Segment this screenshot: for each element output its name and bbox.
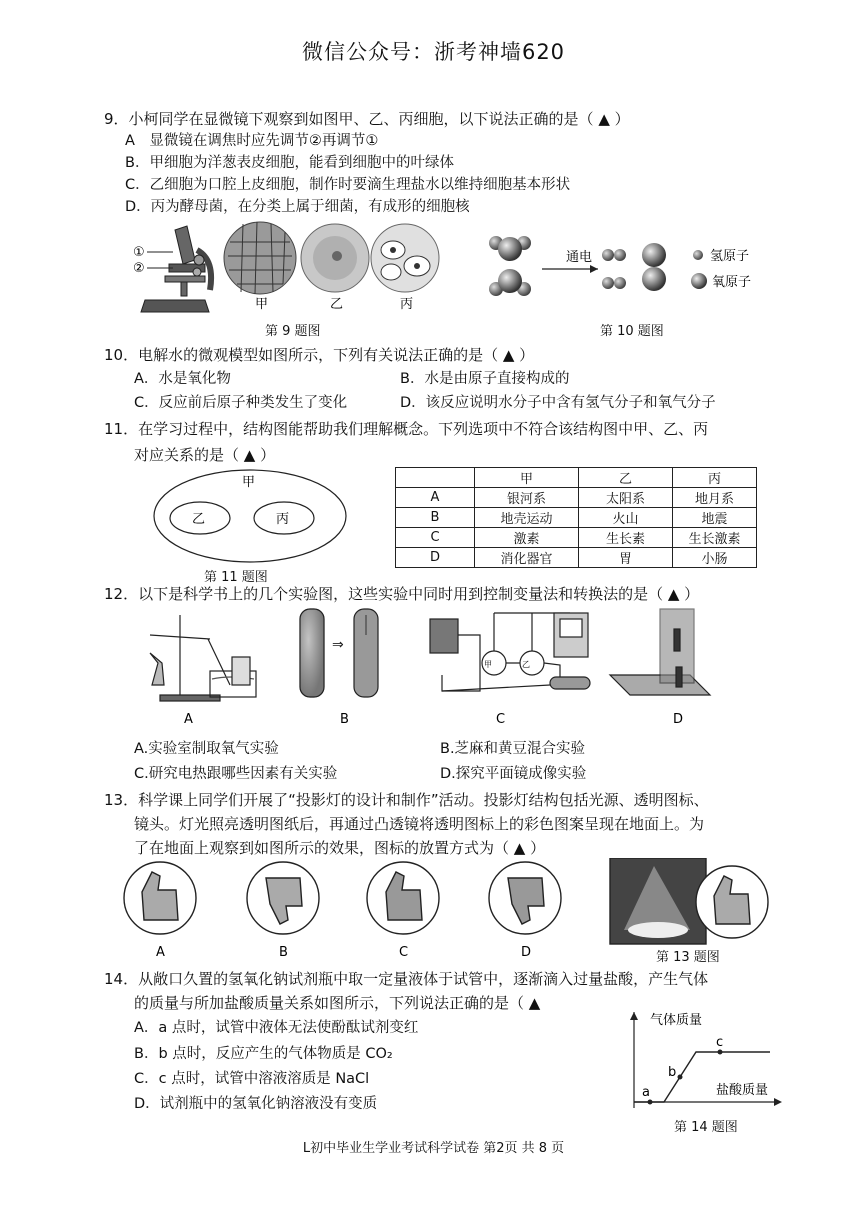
table-cell: C <box>396 528 475 548</box>
q12-option-c: C.研究电热跟哪些因素有关实验 <box>134 766 338 782</box>
diagram-label-bing: 丙 <box>276 512 290 527</box>
table-cell: 地月系 <box>673 488 757 508</box>
table-row <box>396 528 757 548</box>
legend-hydrogen: 氢原子 <box>710 249 750 264</box>
table-header-cell: 乙 <box>579 468 673 488</box>
water-molecule <box>489 236 531 261</box>
cheek-cell-image <box>301 224 369 292</box>
fig12-label-c: C <box>496 712 506 727</box>
q10-option-d: D．该反应说明水分子中含有氢气分子和氧气分子 <box>400 395 716 411</box>
table-cell: 激素 <box>475 528 579 548</box>
thumb-icon <box>367 862 439 934</box>
q11-diagram <box>150 466 350 566</box>
q9-option-d: D．丙为酵母菌，在分类上属于细菌，有成形的细胞核 <box>125 199 470 215</box>
cell-label-jia: 甲 <box>255 297 269 312</box>
q11-stem-line2: 对应关系的是（ ▲ ） <box>134 446 276 464</box>
table-cell: 地震 <box>673 508 757 528</box>
legend-hydrogen-icon <box>693 250 703 260</box>
thumb-icon <box>489 862 561 934</box>
q12-option-d: D.探究平面镜成像实验 <box>440 766 587 782</box>
table-cell: 地壳运动 <box>475 508 579 528</box>
legend-oxygen-icon <box>691 273 707 289</box>
q10-stem: 10．电解水的微观模型如图所示，下列有关说法正确的是（ ▲ ） <box>104 346 535 364</box>
table-cell: A <box>396 488 475 508</box>
q13-caption: 第 13 题图 <box>656 950 720 965</box>
q9-stem: 9．小柯同学在显微镜下观察到如图甲、乙、丙细胞，以下说法正确的是（ ▲ ） <box>104 110 630 128</box>
fig13-label-c: C <box>399 945 409 960</box>
q10-option-c: C．反应前后原子种类发生了变化 <box>134 395 348 411</box>
page-footer: L初中毕业生学业考试科学试卷 第2页 共 8 页 <box>302 1141 565 1156</box>
fig12-label-b: B <box>340 712 349 727</box>
table-header-row <box>396 468 757 488</box>
projection-photo <box>610 858 706 944</box>
q12-stem: 12．以下是科学书上的几个实验图，这些实验中同时用到控制变量法和转换法的是（ ▲ ） <box>104 585 700 603</box>
oxygen-apparatus-image <box>150 615 256 701</box>
q14-option-b: B．b 点时，反应产生的气体物质是 CO₂ <box>134 1046 393 1062</box>
q10-option-b: B．水是由原子直接构成的 <box>400 371 570 387</box>
q10-option-a: A．水是氧化物 <box>134 371 231 387</box>
diagram-label-yi: 乙 <box>192 512 206 527</box>
q14-stem-line2: 的质量与所加盐酸质量关系如图所示，下列说法正确的是（ ▲ <box>134 994 541 1012</box>
q13-stem-line3: 了在地面上观察到如图所示的效果，图标的放置方式为（ ▲ ） <box>134 839 546 857</box>
chart-ylabel: 气体质量 <box>650 1013 703 1028</box>
fig13-label-b: B <box>279 945 288 960</box>
fig12-label-d: D <box>673 712 684 727</box>
table-cell: 生长素 <box>579 528 673 548</box>
q11-caption: 第 11 题图 <box>204 570 268 585</box>
point-label-c: c <box>716 1035 724 1050</box>
table-cell: D <box>396 548 475 568</box>
onion-cell-image <box>224 222 296 294</box>
q12-figures <box>130 605 720 730</box>
point-label-a: a <box>642 1085 650 1100</box>
table-cell: B <box>396 508 475 528</box>
plane-mirror-image <box>610 609 710 695</box>
q12-option-b: B.芝麻和黄豆混合实验 <box>440 741 586 757</box>
cell-label-yi: 乙 <box>330 297 344 312</box>
q9-option-a: A 显微镜在调焦时应先调节②再调节① <box>125 133 379 149</box>
table-row <box>396 488 757 508</box>
chart-xlabel: 盐酸质量 <box>716 1083 769 1098</box>
thumb-icon <box>696 866 768 938</box>
hydrogen-molecule <box>602 277 626 289</box>
arrow-label: 通电 <box>566 250 593 265</box>
table-header-cell: 丙 <box>673 468 757 488</box>
q14-caption: 第 14 题图 <box>674 1120 738 1135</box>
q9-caption: 第 9 题图 <box>265 324 321 339</box>
q14-stem-line1: 14．从敞口久置的氢氧化钠试剂瓶中取一定量液体于试管中，逐渐滴入过量盐酸，产生气体 <box>104 970 709 988</box>
page-header: 微信公众号：浙考神墙620 <box>301 40 566 64</box>
flask-label-jia: 甲 <box>484 660 492 669</box>
q10-caption: 第 10 题图 <box>600 324 664 339</box>
point-label-b: b <box>668 1065 677 1080</box>
q10-figure <box>480 225 780 305</box>
q9-option-c: C．乙细胞为口腔上皮细胞，制作时要滴生理盐水以维持细胞基本形状 <box>125 177 571 193</box>
point-b <box>678 1075 683 1080</box>
point-c <box>718 1050 723 1055</box>
microscope-icon <box>141 226 211 312</box>
table-cell: 银河系 <box>475 488 579 508</box>
q14-option-d: D．试剂瓶中的氢氧化钠溶液没有变质 <box>134 1096 378 1112</box>
q12-option-a: A.实验室制取氧气实验 <box>134 741 279 757</box>
q13-stem-line2: 镜头。灯光照亮透明图纸后，再通过凸透镜将透明图标上的彩色图案呈现在地面上。为 <box>134 815 705 833</box>
q11-stem-line1: 11．在学习过程中，结构图能帮助我们理解概念。下列选项中不符合该结构图中甲、乙、丙 <box>104 420 709 438</box>
table-header-cell <box>396 468 475 488</box>
q14-chart <box>620 1008 790 1113</box>
mark-1: ① <box>133 245 145 260</box>
flask-label-yi: 乙 <box>522 660 530 669</box>
electric-heat-image <box>430 613 590 691</box>
yeast-cell-image <box>371 224 439 292</box>
diagram-label-jia: 甲 <box>242 475 256 490</box>
cell-label-bing: 丙 <box>400 297 414 312</box>
fig12-label-a: A <box>184 712 193 727</box>
water-molecule <box>489 269 531 296</box>
table-cell: 消化器官 <box>475 548 579 568</box>
legend-oxygen: 氧原子 <box>712 275 752 290</box>
fig13-label-a: A <box>156 945 165 960</box>
q14-option-a: A．a 点时，试管中液体无法使酚酞试剂变红 <box>134 1020 419 1036</box>
oxygen-molecule <box>642 243 666 291</box>
mixing-tubes-image <box>300 609 378 697</box>
q11-table <box>395 467 757 568</box>
q9-option-b: B．甲细胞为洋葱表皮细胞，能看到细胞中的叶绿体 <box>125 155 454 171</box>
svg-text:⇒: ⇒ <box>332 637 344 653</box>
table-cell: 小肠 <box>673 548 757 568</box>
q14-option-c: C．c 点时，试管中溶液溶质是 NaCl <box>134 1071 370 1087</box>
table-header-cell: 甲 <box>475 468 579 488</box>
table-row <box>396 508 757 528</box>
fig13-label-d: D <box>521 945 532 960</box>
hydrogen-molecule <box>602 249 626 261</box>
thumb-icon <box>247 862 319 934</box>
point-a <box>648 1100 653 1105</box>
table-cell: 太阳系 <box>579 488 673 508</box>
thumb-icon <box>124 862 196 934</box>
table-row <box>396 548 757 568</box>
q9-figure <box>125 220 445 320</box>
table-cell: 生长激素 <box>673 528 757 548</box>
q13-stem-line1: 13．科学课上同学们开展了“投影灯的设计和制作”活动。投影灯结构包括光源、透明图标、 <box>104 791 709 809</box>
mark-2: ② <box>133 261 145 276</box>
table-cell: 火山 <box>579 508 673 528</box>
table-cell: 胃 <box>579 548 673 568</box>
